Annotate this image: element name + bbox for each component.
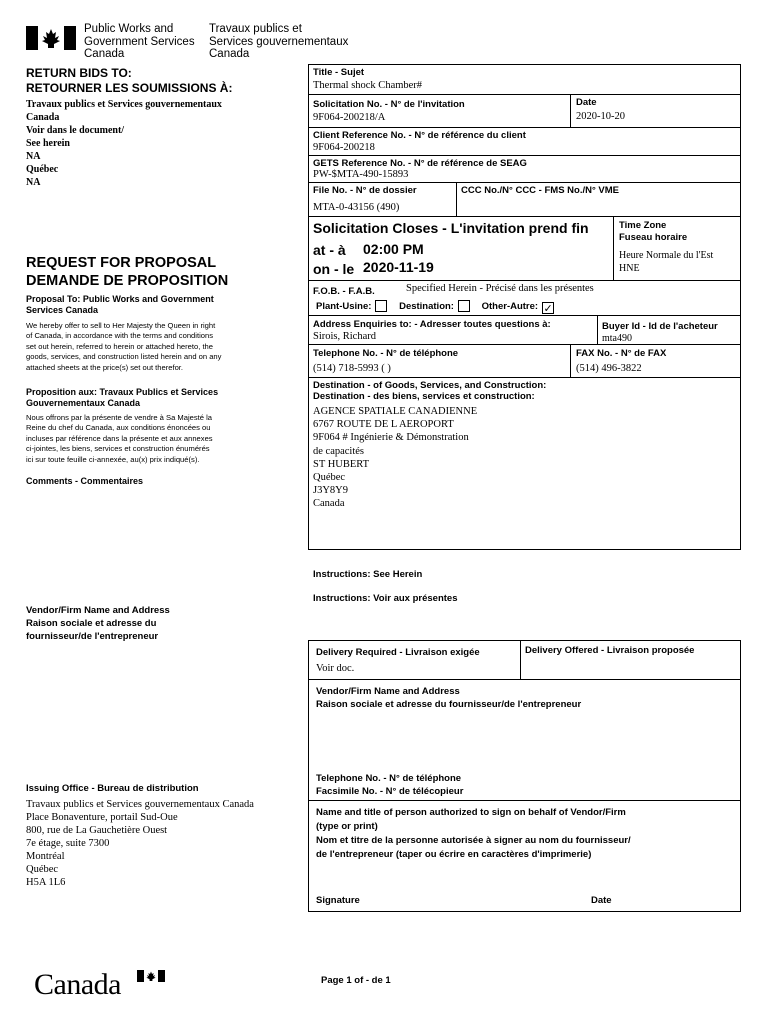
address-line: NA xyxy=(26,151,41,162)
fax-value: (514) 496-3822 xyxy=(576,363,642,374)
proposition-aux xyxy=(26,387,218,409)
return-bids-title-fr: RETOURNER LES SOUMISSIONS À: xyxy=(26,81,233,95)
solicitation-number-label: Solicitation No. - N° de l'invitation xyxy=(313,99,465,110)
rfp-title-fr: DEMANDE DE PROPOSITION xyxy=(26,273,229,289)
signature-label: Signature xyxy=(316,895,360,906)
destination-label-en: Destination - of Goods, Services, and Construction: xyxy=(313,380,547,391)
vendor-telephone-label: Telephone No. - N° de téléphone xyxy=(316,773,462,784)
vendor-label-fr: Raison sociale et adresse du fournisseur/de l'entrepreneur xyxy=(316,699,582,710)
vendor-fax-label: Facsimile No. - N° de télécopieur xyxy=(316,786,464,797)
time-zone-value-line: HNE xyxy=(619,263,640,274)
address-line: Canada xyxy=(313,498,345,510)
delivery-required-label: Delivery Required - Livraison exigée xyxy=(316,647,480,658)
offer-line: set out herein, referred to herein or attached hereto, the xyxy=(26,341,214,351)
offer-line: Reine du chef du Canada, aux conditions énoncées ou xyxy=(26,423,211,433)
authorized-line: de l'entrepreneur (taper ou écrire en caractères d'imprimerie) xyxy=(316,849,592,860)
client-reference-value: 9F064-200218 xyxy=(313,142,375,153)
signature-date-label: Date xyxy=(591,895,612,906)
issuing-office-label: Issuing Office - Bureau de distribution xyxy=(26,783,199,794)
delivery-required-value: Voir doc. xyxy=(316,663,355,674)
canada-flag-symbol xyxy=(26,26,76,50)
buyer-id-label: Buyer Id - Id de l'acheteur xyxy=(602,321,718,332)
address-line: Québec xyxy=(313,472,346,484)
address-line: Québec xyxy=(26,164,59,175)
address-line: 7e étage, suite 7300 xyxy=(26,838,110,849)
offer-line: ci-jointes, les biens, services et construction énumérés xyxy=(26,444,210,454)
closing-at-label: at - à xyxy=(313,242,346,258)
address-line: Québec xyxy=(26,864,59,875)
proposal-to-line: Proposal To: Public Works and Government xyxy=(26,294,214,304)
page-number: Page 1 of - de 1 xyxy=(321,975,391,986)
file-number-value: MTA-0-43156 (490) xyxy=(313,202,400,213)
file-number-label: File No. - N° de dossier xyxy=(313,185,417,196)
address-line: J3Y8Y9 xyxy=(313,485,349,497)
time-zone-value xyxy=(619,249,713,275)
client-reference-label: Client Reference No. - N° de référence du client xyxy=(313,130,526,141)
canada-wordmark-text: Canada xyxy=(34,968,121,1001)
address-line: H5A 1L6 xyxy=(26,877,66,888)
authorized-person-label xyxy=(316,806,631,862)
gets-reference-value: PW-$MTA-490-15893 xyxy=(313,169,409,180)
offer-line: ici sur toute feuille ci-annexée, au(x) prix indiqué(s). xyxy=(26,454,200,464)
destination-checkbox[interactable] xyxy=(458,300,470,312)
canada-wordmark xyxy=(34,968,121,1002)
dept-fr-line: Canada xyxy=(209,48,250,60)
authorized-line: Name and title of person authorized to sign on behalf of Vendor/Firm xyxy=(316,807,626,818)
instructions-fr: Instructions: Voir aux présentes xyxy=(313,593,458,604)
time-zone-label-en: Time Zone xyxy=(619,220,667,231)
vendor-label-line: fournisseur/de l'entrepreneur xyxy=(26,631,159,642)
address-line: 6767 ROUTE DE L AEROPORT xyxy=(313,419,454,431)
other-label: Other-Autre: xyxy=(481,301,539,312)
solicitation-closes-title: Solicitation Closes - L'invitation prend fin xyxy=(313,220,589,236)
destination-goods-label xyxy=(313,380,546,402)
vendor-name-label xyxy=(316,685,581,711)
department-name-en xyxy=(84,23,195,61)
gets-reference-label: GETS Reference No. - N° de référence de SEAG xyxy=(313,158,527,169)
date-label: Date xyxy=(576,97,597,108)
offer-line: of Canada, in accordance with the terms and conditions xyxy=(26,331,213,341)
offer-line: We hereby offer to sell to Her Majesty the Queen in right xyxy=(26,321,216,330)
return-bids-title-en: RETURN BIDS TO: xyxy=(26,66,132,80)
authorized-line: Nom et titre de la personne autorisée à signer au nom du fournisseur/ xyxy=(316,835,631,846)
delivery-offered-field[interactable] xyxy=(522,658,738,677)
offer-line: goods, services, and construction listed herein and on any xyxy=(26,352,222,362)
buyer-id-value: mta490 xyxy=(602,333,632,344)
destination-address xyxy=(313,405,477,511)
closing-time-value: 02:00 PM xyxy=(363,241,424,257)
comments-label: Comments - Commentaires xyxy=(26,476,144,486)
dept-en-line: Public Works and xyxy=(84,23,174,35)
closing-on-label: on - le xyxy=(313,261,355,277)
vendor-name-label-left xyxy=(26,604,170,643)
proposal-to-line: Services Canada xyxy=(26,305,99,315)
offer-text-en xyxy=(26,321,221,373)
title-label: Title - Sujet xyxy=(313,67,365,78)
time-zone-value-line: Heure Normale du l'Est xyxy=(619,250,714,261)
address-line: AGENCE SPATIALE CANADIENNE xyxy=(313,406,478,417)
authorized-person-field[interactable] xyxy=(312,864,738,892)
department-name-fr xyxy=(209,23,348,61)
dept-fr-line: Services gouvernementaux xyxy=(209,35,349,48)
rfp-title-en: REQUEST FOR PROPOSAL xyxy=(26,255,217,271)
offer-line: incluses par référence dans la présente et aux annexes xyxy=(26,433,213,443)
authorized-line: (type or print) xyxy=(316,821,378,832)
return-bids-address xyxy=(26,98,222,189)
address-line: Voir dans le document/ xyxy=(26,125,125,136)
time-zone-label xyxy=(619,220,687,244)
address-line: 800, rue de La Gauchetière Ouest xyxy=(26,825,168,836)
destination-label: Destination: xyxy=(399,301,454,312)
dept-en-line: Government Services xyxy=(84,35,195,48)
offer-line: Nous offrons par la présente de vendre à Sa Majesté la xyxy=(26,413,213,422)
vendor-label-line: Raison sociale et adresse du xyxy=(26,618,157,629)
fob-value: Specified Herein - Précisé dans les présentes xyxy=(406,283,594,294)
closing-date-value: 2020-11-19 xyxy=(363,259,434,275)
proposal-to xyxy=(26,294,214,316)
rfp-title xyxy=(26,254,228,290)
address-line: 9F064 # Ingénierie & Démonstration xyxy=(313,432,469,444)
enquiries-value: Sirois, Richard xyxy=(313,331,376,342)
date-value: 2020-10-20 xyxy=(576,111,625,122)
return-bids-heading xyxy=(26,66,232,96)
address-line: NA xyxy=(26,177,41,188)
other-checkbox[interactable]: ✓ xyxy=(543,303,553,315)
plant-label: Plant-Usine: xyxy=(316,301,372,312)
destination-label-fr: Destination - des biens, services et construction: xyxy=(313,391,535,402)
time-zone-label-fr: Fuseau horaire xyxy=(619,232,688,243)
proposition-line: Gouvernementaux Canada xyxy=(26,398,141,408)
wordmark-flag-icon xyxy=(137,969,165,987)
address-line: de capacités xyxy=(313,445,365,457)
address-line: Place Bonaventure, portail Sud-Oue xyxy=(26,812,178,823)
vendor-label-line: Vendor/Firm Name and Address xyxy=(26,605,170,616)
telephone-label: Telephone No. - N° de téléphone xyxy=(313,348,459,359)
instructions-en: Instructions: See Herein xyxy=(313,569,423,580)
offer-text-fr xyxy=(26,413,213,465)
issuing-office-address xyxy=(26,798,254,889)
ccc-number-label: CCC No./N° CCC - FMS No./N° VME xyxy=(461,185,620,196)
address-line: Travaux publics et Services gouvernementaux Canada xyxy=(26,799,254,810)
address-line: See herein xyxy=(26,138,70,149)
plant-checkbox[interactable] xyxy=(375,300,387,312)
telephone-value: (514) 718-5993 ( ) xyxy=(313,363,391,374)
address-line: Canada xyxy=(26,112,60,123)
solicitation-number-value: 9F064-200218/A xyxy=(313,112,386,123)
title-value: Thermal shock Chamber# xyxy=(313,80,423,91)
fob-checkbox-row xyxy=(316,300,557,314)
proposition-line: Proposition aux: Travaux Publics et Services xyxy=(26,387,219,397)
offer-line: attached sheets at the price(s) set out therefor. xyxy=(26,362,184,372)
address-line: Travaux publics et Services gouvernementaux xyxy=(26,99,222,110)
enquiries-label: Address Enquiries to: - Adresser toutes questions à: xyxy=(313,319,551,330)
address-line: ST HUBERT xyxy=(313,458,370,470)
address-line: Montréal xyxy=(26,851,65,862)
fob-label: F.O.B. - F.A.B. xyxy=(313,286,375,297)
vendor-name-field[interactable] xyxy=(312,712,738,767)
fax-label: FAX No. - N° de FAX xyxy=(576,348,667,359)
vendor-phone-fax-labels xyxy=(316,772,463,798)
dept-fr-line: Travaux publics et xyxy=(209,23,302,35)
delivery-offered-label: Delivery Offered - Livraison proposée xyxy=(525,645,695,656)
dept-en-line: Canada xyxy=(84,48,125,60)
vendor-label-en: Vendor/Firm Name and Address xyxy=(316,686,460,697)
